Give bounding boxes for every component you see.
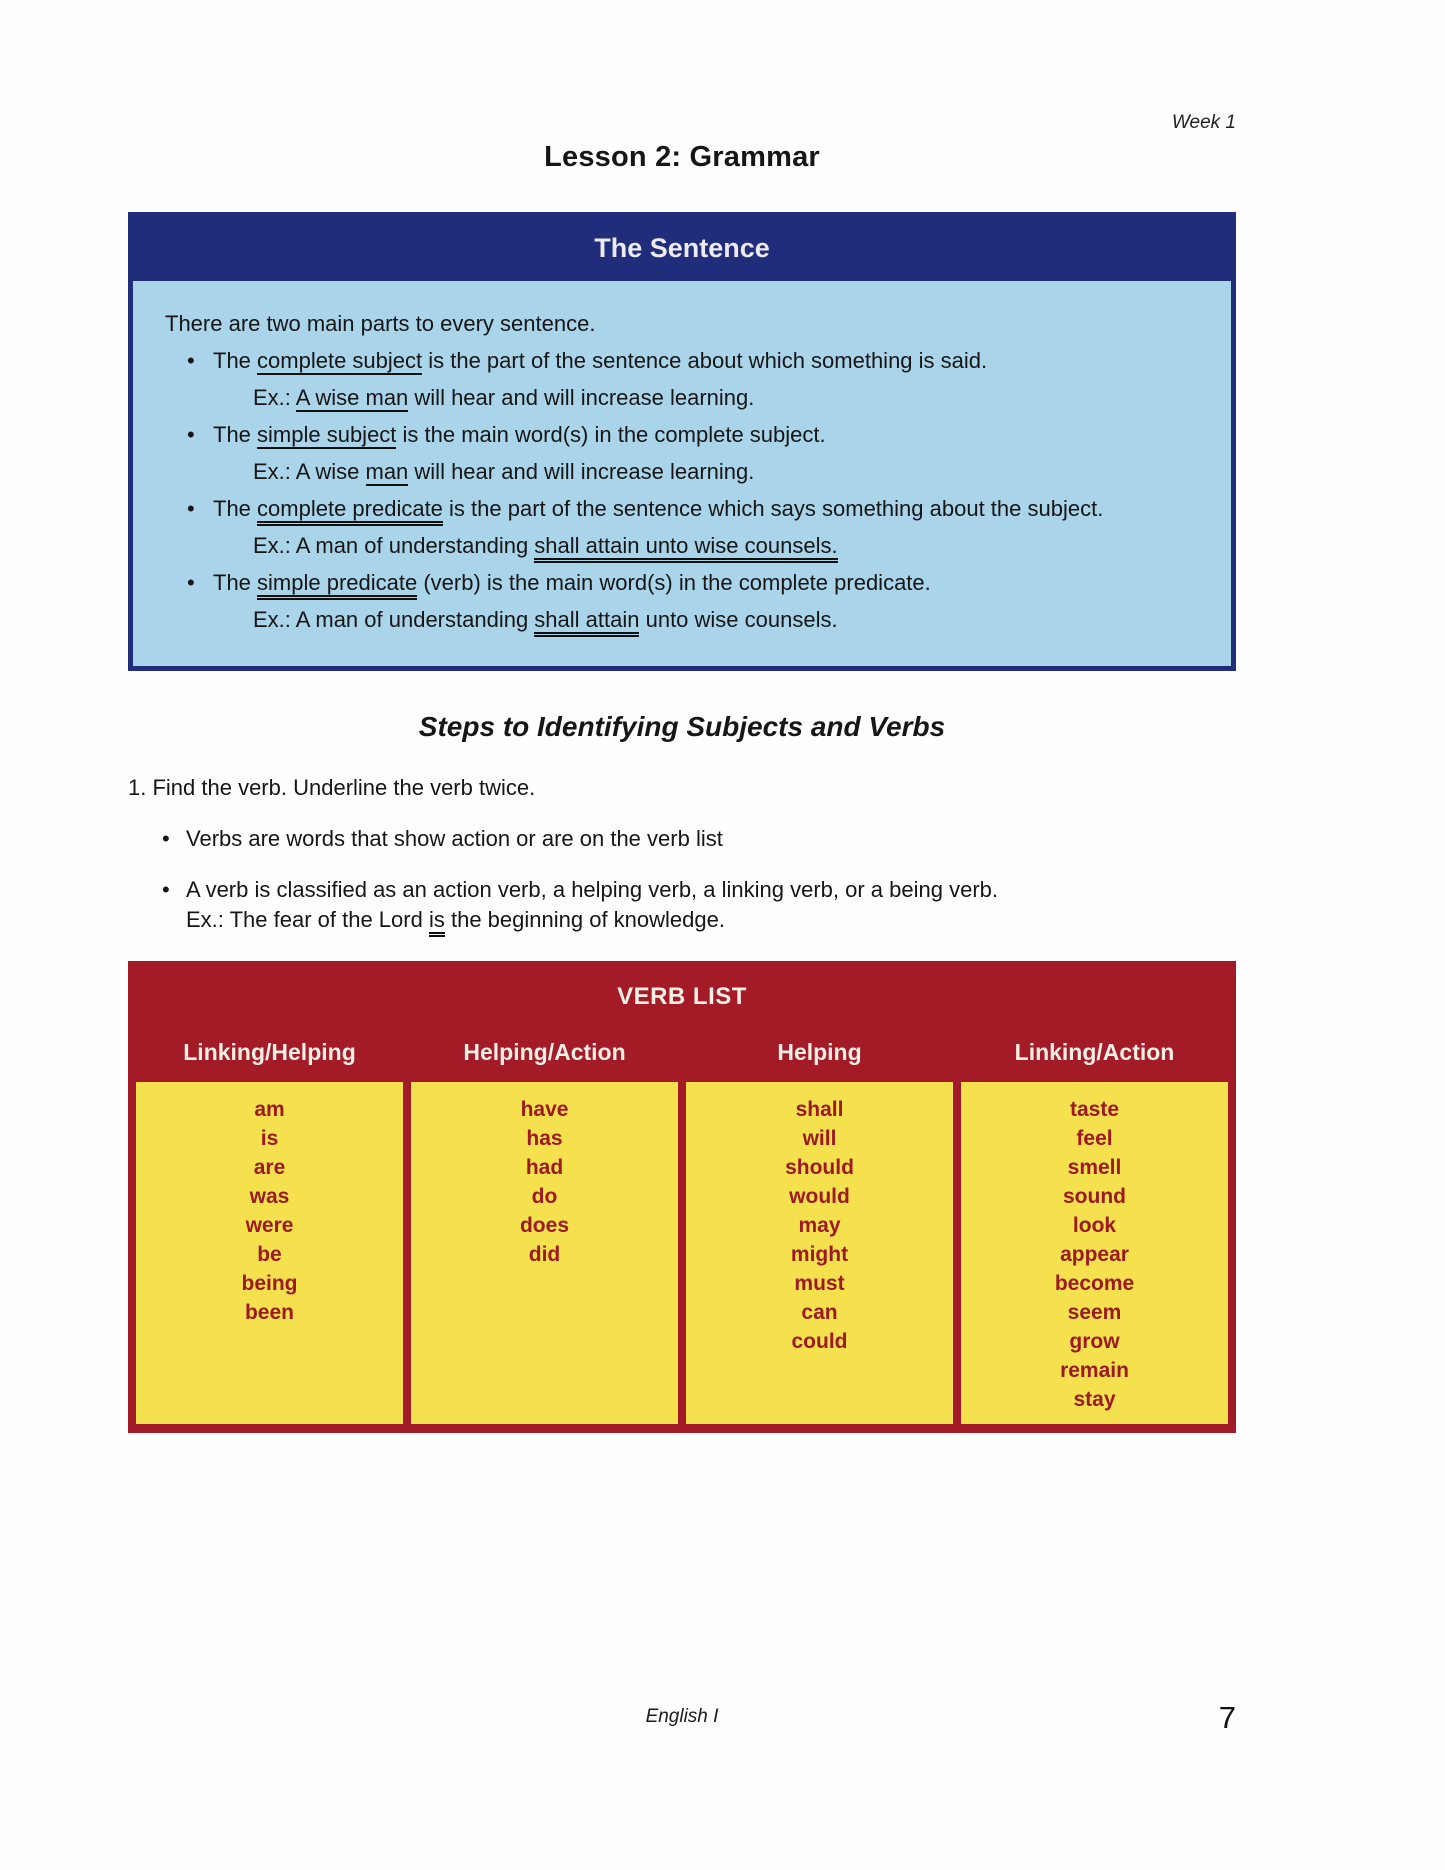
verb-list-body [136, 1082, 1228, 1424]
verb-column-header: Helping/Action [463, 1039, 626, 1065]
verb-word: feel [1076, 1127, 1113, 1150]
page-footer [128, 1700, 1236, 1735]
steps-heading: Steps to Identifying Subjects and Verbs [418, 711, 946, 742]
underlined-term: A wise man [295, 385, 409, 410]
bullet-icon: • [187, 496, 195, 521]
verb-word: stay [1073, 1388, 1116, 1411]
verb-column-cell [686, 1082, 953, 1424]
sentence-box-title: The Sentence [133, 217, 1231, 281]
bullet-icon: • [162, 826, 170, 851]
verb-word: sound [1063, 1185, 1126, 1208]
verb-word: should [785, 1156, 854, 1179]
verb-list-title: VERB LIST [617, 983, 747, 1010]
bullet-line [163, 494, 1201, 523]
verb-word: will [802, 1127, 837, 1150]
verb-word: are [253, 1156, 286, 1179]
text-segment: The [213, 422, 258, 447]
verb-word: must [794, 1272, 845, 1295]
double-underlined-term: shall attain unto wise counsels. [534, 533, 837, 563]
verb-column-cell [411, 1082, 678, 1424]
course-label: English I [645, 1706, 719, 1727]
bullet-icon: • [187, 422, 195, 447]
verb-column-cell [136, 1082, 403, 1424]
week-label: Week 1 [1171, 112, 1236, 133]
verb-list-header-row [136, 1039, 1228, 1066]
step-1-line [128, 773, 1236, 802]
text-segment: Ex.: A man of understanding [253, 607, 535, 632]
verb-word: does [519, 1214, 569, 1237]
double-underlined-term: complete predicate [257, 496, 443, 526]
text-segment: (verb) is the main word(s) in the complete predicate. [417, 570, 931, 595]
text-segment: There are two main parts to every sentence. [165, 311, 596, 336]
example-line [163, 383, 1201, 412]
bullet-icon: • [187, 570, 195, 595]
verb-list-table [128, 961, 1236, 1433]
verb-word: look [1072, 1214, 1117, 1237]
verb-word: may [798, 1214, 841, 1237]
verb-word: shall [795, 1098, 844, 1121]
verb-word: have [520, 1098, 569, 1121]
verb-word: would [789, 1185, 850, 1208]
text-segment: is the part of the sentence about which something is said. [422, 348, 988, 373]
text-segment: Ex.: [253, 385, 296, 410]
sentence-box-body [133, 281, 1231, 666]
example-line [163, 457, 1201, 486]
verb-word: been [244, 1301, 294, 1324]
text-segment: Ex.: A man of understanding [253, 533, 535, 558]
verb-word: were [245, 1214, 294, 1237]
double-underlined-term: is [429, 907, 445, 937]
verb-word: did [528, 1243, 561, 1266]
underlined-term: man [365, 459, 409, 484]
verb-word: become [1054, 1272, 1135, 1295]
lesson-title: Lesson 2: Grammar [544, 141, 820, 173]
verb-word: smell [1067, 1156, 1122, 1179]
verb-column-header: Helping [777, 1039, 862, 1065]
step-number: 1. [128, 775, 153, 800]
verb-word: might [790, 1243, 849, 1266]
verb-word: can [801, 1301, 838, 1324]
page-number: 7 [1218, 1700, 1236, 1735]
step-bullet-list [128, 824, 1236, 935]
sentence-box [128, 212, 1236, 671]
text-segment: will hear and will increase learning. [408, 459, 755, 484]
step-bullet-line [128, 824, 1236, 853]
bullet-icon: • [187, 348, 195, 373]
text-segment: Ex.: A wise [253, 459, 366, 484]
text-segment: is the main word(s) in the complete subject. [396, 422, 826, 447]
verb-word: am [254, 1098, 285, 1121]
text-segment: The [213, 348, 258, 373]
double-underlined-term: shall attain [534, 607, 639, 637]
text-segment: Verbs are words that show action or are on the verb list [186, 826, 723, 851]
text-segment: is the part of the sentence which says something about the subject. [442, 496, 1104, 521]
underlined-term: simple subject [257, 422, 397, 447]
verb-column-header: Linking/Action [1014, 1039, 1175, 1065]
text-segment: unto wise counsels. [639, 607, 838, 632]
verb-word: being [241, 1272, 298, 1295]
step-text: Find the verb. Underline the verb twice. [152, 775, 536, 800]
text-segment: will hear and will increase learning. [408, 385, 755, 410]
verb-word: seem [1067, 1301, 1122, 1324]
example-line [163, 605, 1201, 634]
step-example-line [128, 904, 1236, 935]
text-segment: A verb is classified as an action verb, a helping verb, a linking verb, or a being verb. [186, 877, 999, 902]
verb-word: was [249, 1185, 290, 1208]
verb-word: be [257, 1243, 282, 1266]
verb-word: has [526, 1127, 563, 1150]
verb-word: could [791, 1330, 848, 1353]
text-segment: Ex.: The fear of the Lord [186, 907, 429, 932]
verb-column-header: Linking/Helping [183, 1039, 356, 1065]
bullet-line [163, 568, 1201, 597]
bullet-icon: • [162, 877, 170, 902]
underlined-term: complete subject [257, 348, 423, 373]
verb-word: grow [1069, 1330, 1120, 1353]
verb-word: appear [1060, 1243, 1129, 1266]
verb-column-cell [961, 1082, 1228, 1424]
verb-word: taste [1069, 1098, 1120, 1121]
double-underlined-term: simple predicate [257, 570, 417, 600]
text-segment: The [213, 570, 258, 595]
verb-word: do [531, 1185, 558, 1208]
text-segment: the beginning of knowledge. [444, 907, 725, 932]
bullet-line [163, 346, 1201, 375]
verb-word: had [525, 1156, 564, 1179]
bullet-line [163, 420, 1201, 449]
example-line [163, 531, 1201, 560]
step-bullet-line [128, 875, 1236, 904]
verb-word: is [260, 1127, 279, 1150]
plain-line [163, 309, 1201, 338]
text-segment: The [213, 496, 258, 521]
verb-word: remain [1060, 1359, 1129, 1382]
